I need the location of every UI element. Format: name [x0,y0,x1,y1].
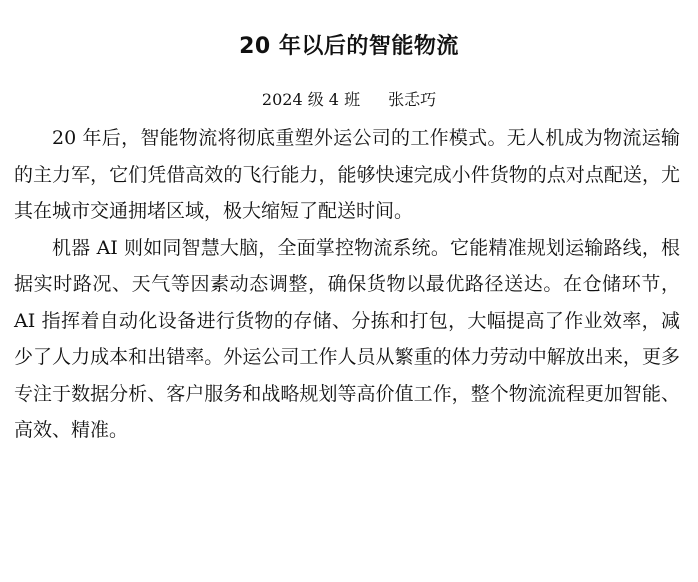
byline [0,88,698,112]
byline-author: 张忎巧 [388,90,437,109]
document-title: 20 年以后的智能物流 [239,33,459,59]
paragraph-2: 机器 AI 则如同智慧大脑，全面掌控物流系统。它能精准规划运输路线，根据实时路况、天气等因素动态调整，确保货物以最优路径送达。在仓储环节，AI 指挥着自动化设备进行货物的存储、分拣和打包，大幅提高了作业效率，减少了人力成本和出错率。外运公司工作人员从繁重的体力劳动中解放出来，更多专注于数据分析、客户服务和战略规划等高价值工作，整个物流流程更加智能、高效、精准。 [14,236,680,441]
paragraph-1: 20 年后，智能物流将彻底重塑外运公司的工作模式。无人机成为物流运输的主力军，它们凭借高效的飞行能力，能够快速完成小件货物的点对点配送，尤其在城市交通拥堵区域，极大缩短了配送时间。 [14,127,680,222]
article-body [14,120,680,449]
byline-class: 2024 级 4 班 [261,90,361,109]
